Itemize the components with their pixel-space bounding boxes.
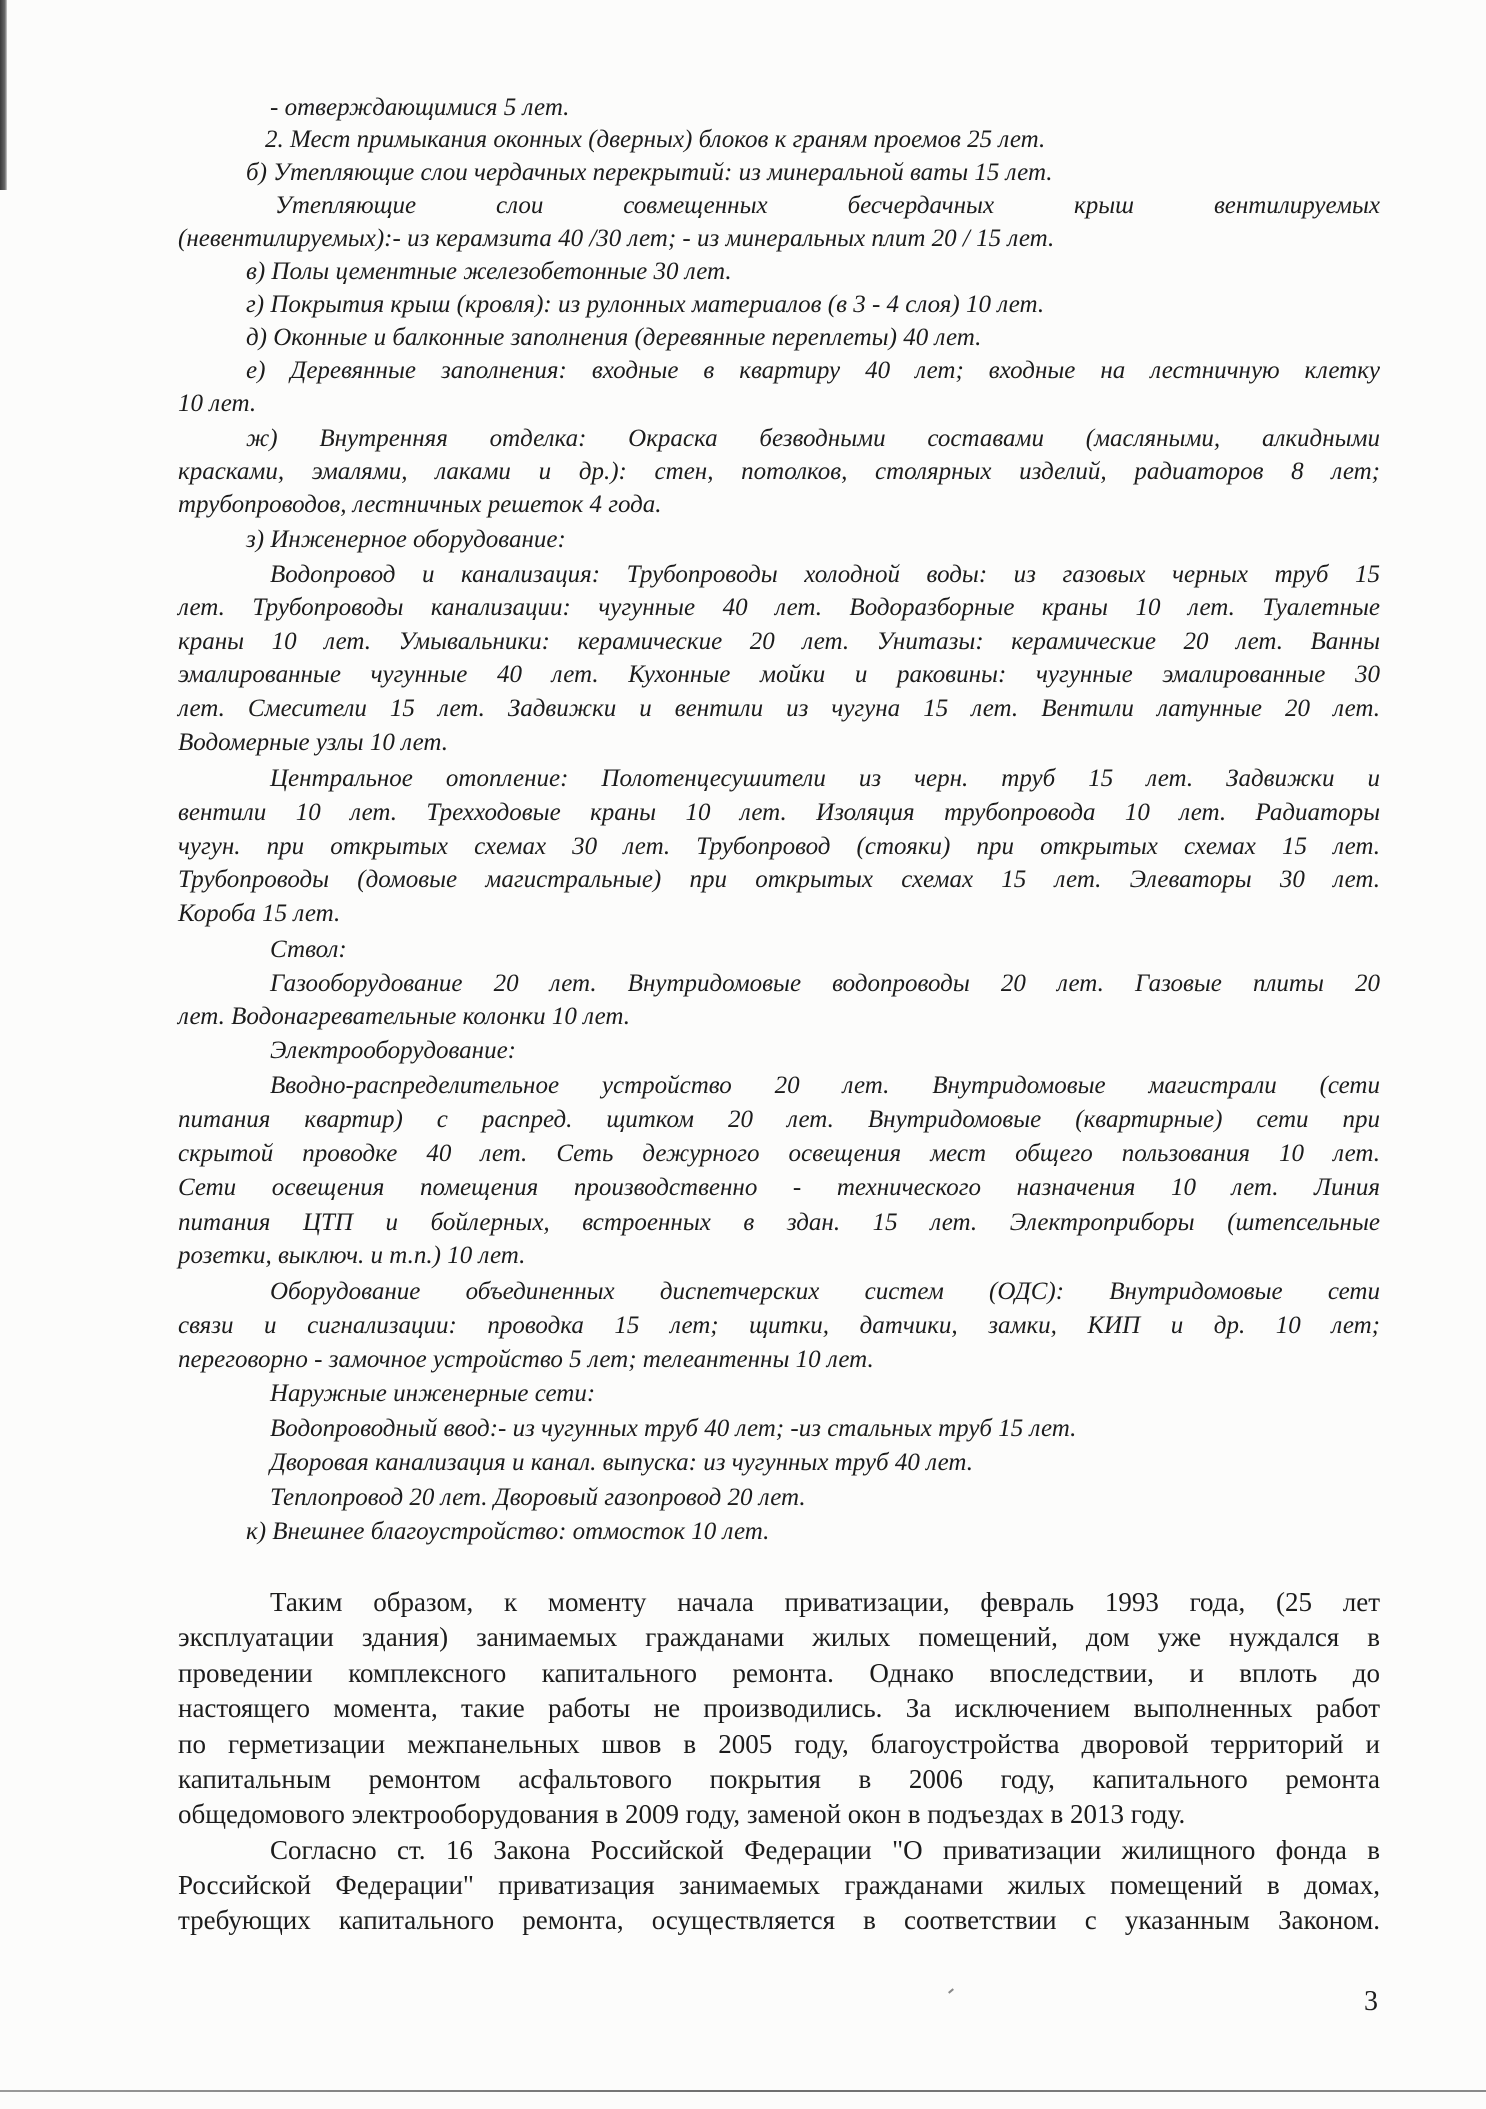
text-line: ж) Внутренняя отделка: Окраска безводными составами (масляными, алкидными: [246, 425, 1380, 452]
text-line: Трубопроводы (домовые магистральные) при открытых схемах 15 лет. Элеваторы 30 лет.: [178, 866, 1380, 893]
text-line: Теплопровод 20 лет. Дворовый газопровод 20 лет.: [270, 1484, 806, 1511]
text-line: переговорно - замочное устройство 5 лет; телеантенны 10 лет.: [178, 1346, 874, 1373]
text-line: - отверждающимися 5 лет.: [270, 94, 570, 121]
section-heading: Ствол:: [270, 936, 347, 963]
text-line: Водомерные узлы 10 лет.: [178, 729, 448, 756]
text-line: общедомового электрооборудования в 2009 году, заменой окон в подъездах в 2013 году.: [178, 1799, 1186, 1829]
text-line: питания квартир) с распред. щитком 20 лет. Внутридомовые (квартирные) сети при: [178, 1106, 1380, 1133]
scan-bottom-edge: [0, 2090, 1486, 2092]
text-line: чугун. при открытых схемах 30 лет. Трубопровод (стояки) при открытых схемах 15 лет.: [178, 833, 1380, 860]
text-line: питания ЦТП и бойлерных, встроенных в здан. 15 лет. Электроприборы (штепсельные: [178, 1209, 1380, 1236]
section-heading: з) Инженерное оборудование:: [246, 526, 566, 553]
text-line: д) Оконные и балконные заполнения (деревянные переплеты) 40 лет.: [246, 324, 982, 351]
text-line: Вводно-распределительное устройство 20 лет. Внутридомовые магистрали (сети: [270, 1072, 1380, 1099]
text-line: к) Внешнее благоустройство: отмосток 10 лет.: [246, 1518, 770, 1545]
text-line: 2. Мест примыкания оконных (дверных) блоков к граням проемов 25 лет.: [265, 126, 1046, 153]
text-line: Центральное отопление: Полотенцесушители из черн. труб 15 лет. Задвижки и: [270, 765, 1380, 792]
section-heading: Наружные инженерные сети:: [270, 1380, 596, 1407]
text-line: Газооборудование 20 лет. Внутридомовые водопроводы 20 лет. Газовые плиты 20: [270, 970, 1380, 997]
text-line: краны 10 лет. Умывальники: керамические 20 лет. Унитазы: керамические 20 лет. Ванны: [178, 628, 1380, 655]
text-line: Водопроводный ввод:- из чугунных труб 40 лет; -из стальных труб 15 лет.: [270, 1415, 1077, 1442]
text-line: эксплуатации здания) занимаемых гражданами жилых помещений, дом уже нуждался в: [178, 1622, 1380, 1652]
text-line: лет. Водонагревательные колонки 10 лет.: [178, 1003, 630, 1030]
text-line: Таким образом, к моменту начала приватизации, февраль 1993 года, (25 лет: [270, 1587, 1380, 1617]
text-line: Российской Федерации" приватизация занимаемых гражданами жилых помещений в домах,: [178, 1870, 1380, 1900]
text-line: лет. Трубопроводы канализации: чугунные 40 лет. Водоразборные краны 10 лет. Туалетные: [178, 594, 1380, 621]
text-line: проведении комплексного капитального ремонта. Однако впоследствии, и вплоть до: [178, 1658, 1380, 1688]
text-line: трубопроводов, лестничных решеток 4 года.: [178, 491, 662, 518]
text-line: красками, эмалями, лаками и др.): стен, потолков, столярных изделий, радиаторов 8 лет;: [178, 458, 1380, 485]
text-line: розетки, выключ. и т.п.) 10 лет.: [178, 1242, 526, 1269]
text-line: Дворовая канализация и канал. выпуска: из чугунных труб 40 лет.: [270, 1449, 973, 1476]
section-heading: Электрооборудование:: [270, 1037, 516, 1064]
text-line: 10 лет.: [178, 390, 257, 417]
text-line: вентили 10 лет. Трехходовые краны 10 лет. Изоляция трубопровода 10 лет. Радиаторы: [178, 799, 1380, 826]
text-line: б) Утепляющие слои чердачных перекрытий: из минеральной ваты 15 лет.: [246, 159, 1053, 186]
scan-speck: [948, 1988, 954, 1993]
text-line: связи и сигнализации: проводка 15 лет; щитки, датчики, замки, КИП и др. 10 лет;: [178, 1312, 1380, 1339]
page-number: 3: [1364, 1986, 1378, 2017]
text-line: Согласно ст. 16 Закона Российской Федерации "О приватизации жилищного фонда в: [270, 1835, 1380, 1865]
text-line: г) Покрытия крыш (кровля): из рулонных материалов (в 3 - 4 слоя) 10 лет.: [246, 291, 1045, 318]
text-line: е) Деревянные заполнения: входные в квартиру 40 лет; входные на лестничную клетку: [246, 357, 1380, 384]
text-line: эмалированные чугунные 40 лет. Кухонные мойки и раковины: чугунные эмалированные 30: [178, 661, 1380, 688]
text-line: лет. Смесители 15 лет. Задвижки и вентили из чугуна 15 лет. Вентили латунные 20 лет.: [178, 695, 1380, 722]
text-line: настоящего момента, такие работы не производились. За исключением выполненных работ: [178, 1693, 1380, 1723]
text-line: (невентилируемых):- из керамзита 40 /30 лет; - из минеральных плит 20 / 15 лет.: [178, 225, 1055, 252]
text-line: Короба 15 лет.: [178, 900, 341, 927]
text-line: капитальным ремонтом асфальтового покрытия в 2006 году, капитального ремонта: [178, 1764, 1380, 1794]
text-line: требующих капитального ремонта, осуществляется в соответствии с указанным Законом.: [178, 1905, 1380, 1935]
text-line: по герметизации межпанельных швов в 2005 году, благоустройства дворовой территорий и: [178, 1729, 1380, 1759]
text-line: Сети освещения помещения производственно - технического назначения 10 лет. Линия: [178, 1174, 1380, 1201]
text-line: Утепляющие слои совмещенных бесчердачных крыш вентилируемых: [275, 192, 1380, 219]
text-line: скрытой проводке 40 лет. Сеть дежурного освещения мест общего пользования 10 лет.: [178, 1140, 1380, 1167]
text-line: в) Полы цементные железобетонные 30 лет.: [246, 258, 732, 285]
text-line: Водопровод и канализация: Трубопроводы холодной воды: из газовых черных труб 15: [270, 561, 1380, 588]
text-line: Оборудование объединенных диспетчерских систем (ОДС): Внутридомовые сети: [270, 1278, 1380, 1305]
